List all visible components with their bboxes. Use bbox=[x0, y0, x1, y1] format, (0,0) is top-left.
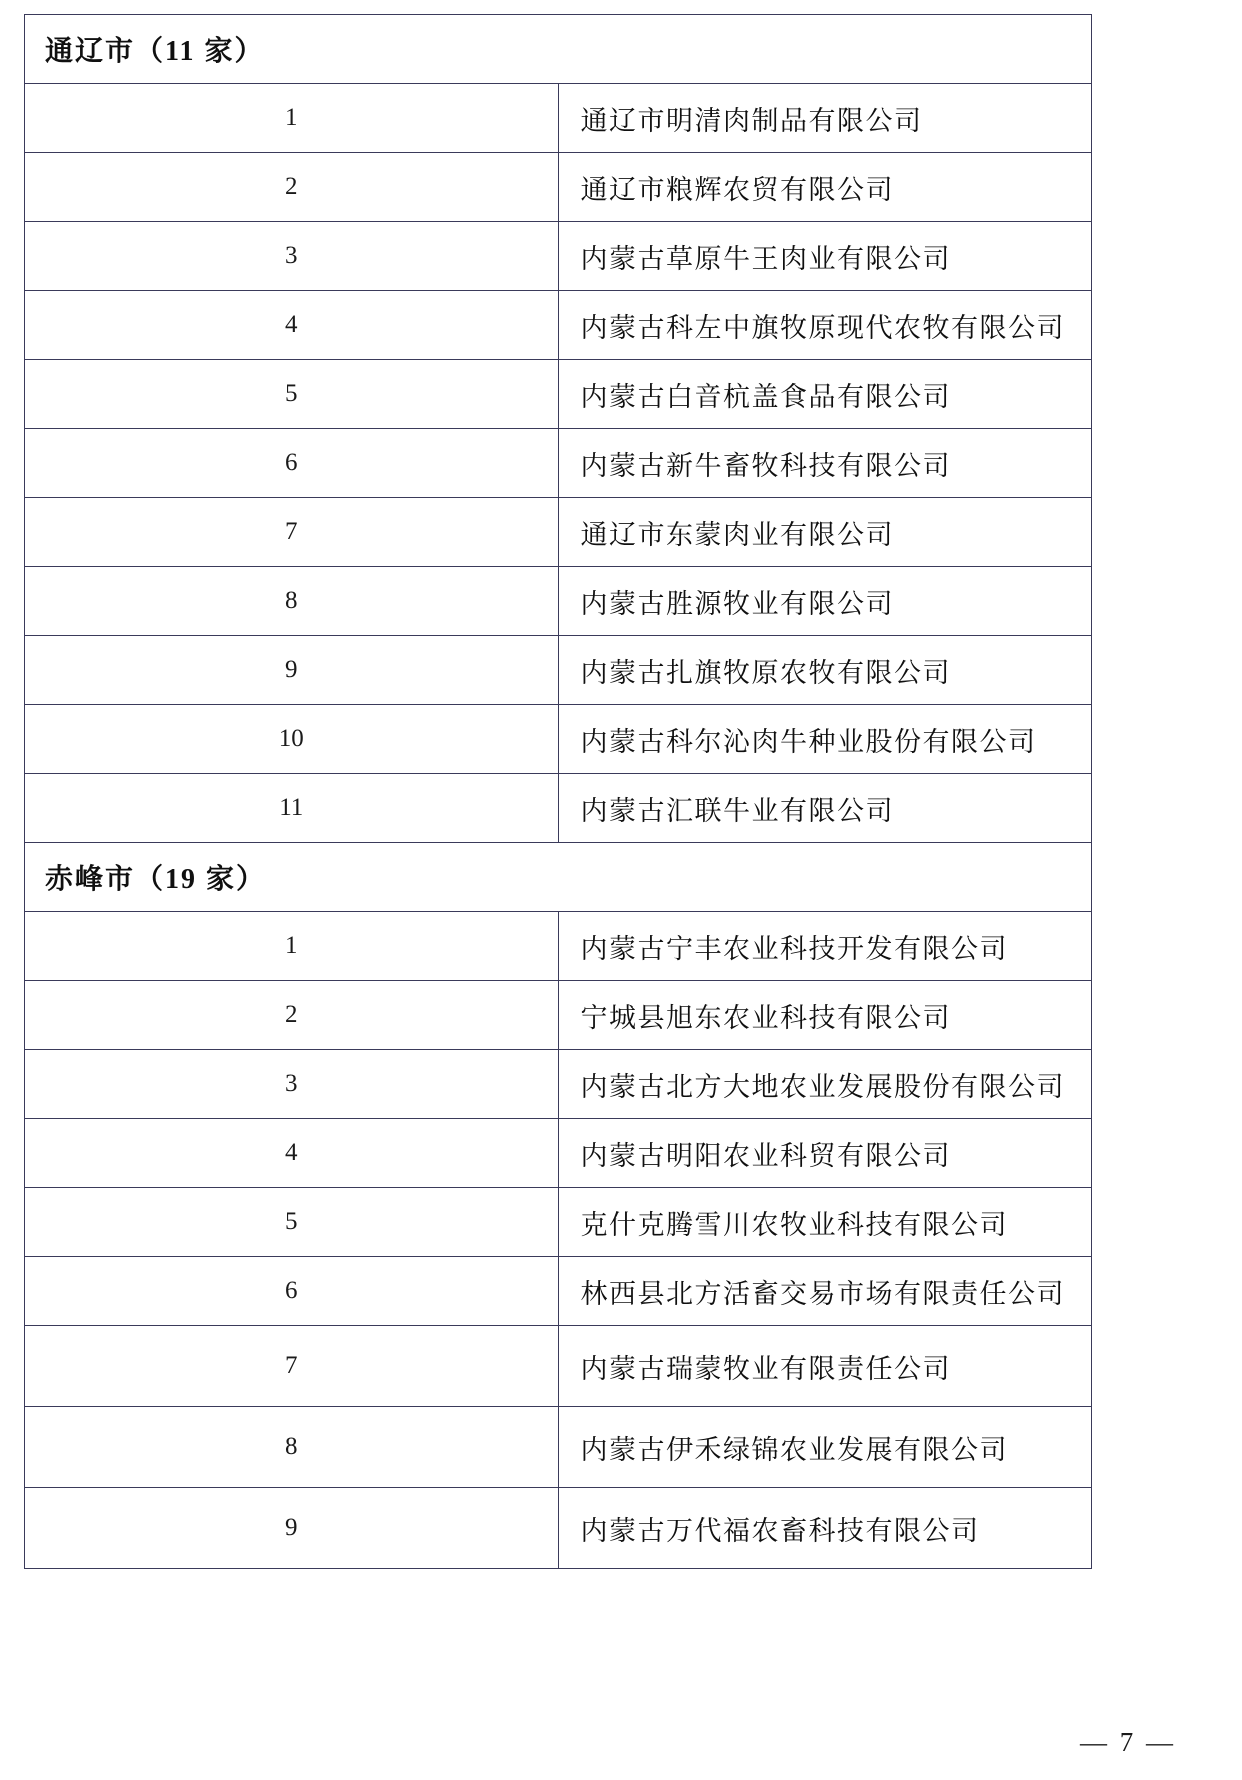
table-row bbox=[25, 1407, 1092, 1488]
company-name: 内蒙古汇联牛业有限公司 bbox=[558, 774, 1092, 843]
company-name: 内蒙古新牛畜牧科技有限公司 bbox=[558, 429, 1092, 498]
row-number: 7 bbox=[25, 498, 559, 567]
row-number: 3 bbox=[25, 222, 559, 291]
table-row bbox=[25, 498, 1092, 567]
row-number: 10 bbox=[25, 705, 559, 774]
table-row bbox=[25, 774, 1092, 843]
row-number: 4 bbox=[25, 1119, 559, 1188]
section-heading-chifeng: 赤峰市（19 家） bbox=[25, 843, 1092, 912]
row-number: 6 bbox=[25, 1257, 559, 1326]
company-name: 通辽市粮辉农贸有限公司 bbox=[558, 153, 1092, 222]
company-name: 内蒙古宁丰农业科技开发有限公司 bbox=[558, 912, 1092, 981]
company-name: 宁城县旭东农业科技有限公司 bbox=[558, 981, 1092, 1050]
table-row bbox=[25, 429, 1092, 498]
table-body bbox=[25, 15, 1092, 1569]
table-row bbox=[25, 1326, 1092, 1407]
row-number: 5 bbox=[25, 1188, 559, 1257]
table-row bbox=[25, 291, 1092, 360]
row-number: 6 bbox=[25, 429, 559, 498]
company-name: 内蒙古瑞蒙牧业有限责任公司 bbox=[558, 1326, 1092, 1407]
page-number: — 7 — bbox=[1080, 1727, 1176, 1757]
table-row bbox=[25, 981, 1092, 1050]
company-name: 内蒙古伊禾绿锦农业发展有限公司 bbox=[558, 1407, 1092, 1488]
company-name: 内蒙古白音杭盖食品有限公司 bbox=[558, 360, 1092, 429]
row-number: 8 bbox=[25, 567, 559, 636]
row-number: 7 bbox=[25, 1326, 559, 1407]
table-row bbox=[25, 1050, 1092, 1119]
table-row bbox=[25, 567, 1092, 636]
row-number: 8 bbox=[25, 1407, 559, 1488]
row-number: 1 bbox=[25, 84, 559, 153]
company-name: 内蒙古万代福农畜科技有限公司 bbox=[558, 1488, 1092, 1569]
table-row bbox=[25, 1488, 1092, 1569]
company-name: 内蒙古科左中旗牧原现代农牧有限公司 bbox=[558, 291, 1092, 360]
table-row bbox=[25, 222, 1092, 291]
table-row bbox=[25, 153, 1092, 222]
row-number: 2 bbox=[25, 153, 559, 222]
enterprise-list-table bbox=[24, 14, 1092, 1569]
company-name: 内蒙古科尔沁肉牛种业股份有限公司 bbox=[558, 705, 1092, 774]
row-number: 9 bbox=[25, 1488, 559, 1569]
company-name: 内蒙古北方大地农业发展股份有限公司 bbox=[558, 1050, 1092, 1119]
table-row bbox=[25, 84, 1092, 153]
section-heading-row bbox=[25, 843, 1092, 912]
table-row bbox=[25, 912, 1092, 981]
row-number: 4 bbox=[25, 291, 559, 360]
section-heading-row bbox=[25, 15, 1092, 84]
table-row bbox=[25, 360, 1092, 429]
row-number: 2 bbox=[25, 981, 559, 1050]
table-row bbox=[25, 1119, 1092, 1188]
table-row bbox=[25, 1188, 1092, 1257]
section-heading-tongliao: 通辽市（11 家） bbox=[25, 15, 1092, 84]
row-number: 5 bbox=[25, 360, 559, 429]
company-name: 林西县北方活畜交易市场有限责任公司 bbox=[558, 1257, 1092, 1326]
row-number: 1 bbox=[25, 912, 559, 981]
company-name: 通辽市明清肉制品有限公司 bbox=[558, 84, 1092, 153]
company-name: 内蒙古明阳农业科贸有限公司 bbox=[558, 1119, 1092, 1188]
company-name: 通辽市东蒙肉业有限公司 bbox=[558, 498, 1092, 567]
table-row bbox=[25, 1257, 1092, 1326]
table-row bbox=[25, 705, 1092, 774]
company-name: 克什克腾雪川农牧业科技有限公司 bbox=[558, 1188, 1092, 1257]
company-name: 内蒙古扎旗牧原农牧有限公司 bbox=[558, 636, 1092, 705]
row-number: 3 bbox=[25, 1050, 559, 1119]
table-row bbox=[25, 636, 1092, 705]
row-number: 9 bbox=[25, 636, 559, 705]
company-name: 内蒙古草原牛王肉业有限公司 bbox=[558, 222, 1092, 291]
row-number: 11 bbox=[25, 774, 559, 843]
company-name: 内蒙古胜源牧业有限公司 bbox=[558, 567, 1092, 636]
